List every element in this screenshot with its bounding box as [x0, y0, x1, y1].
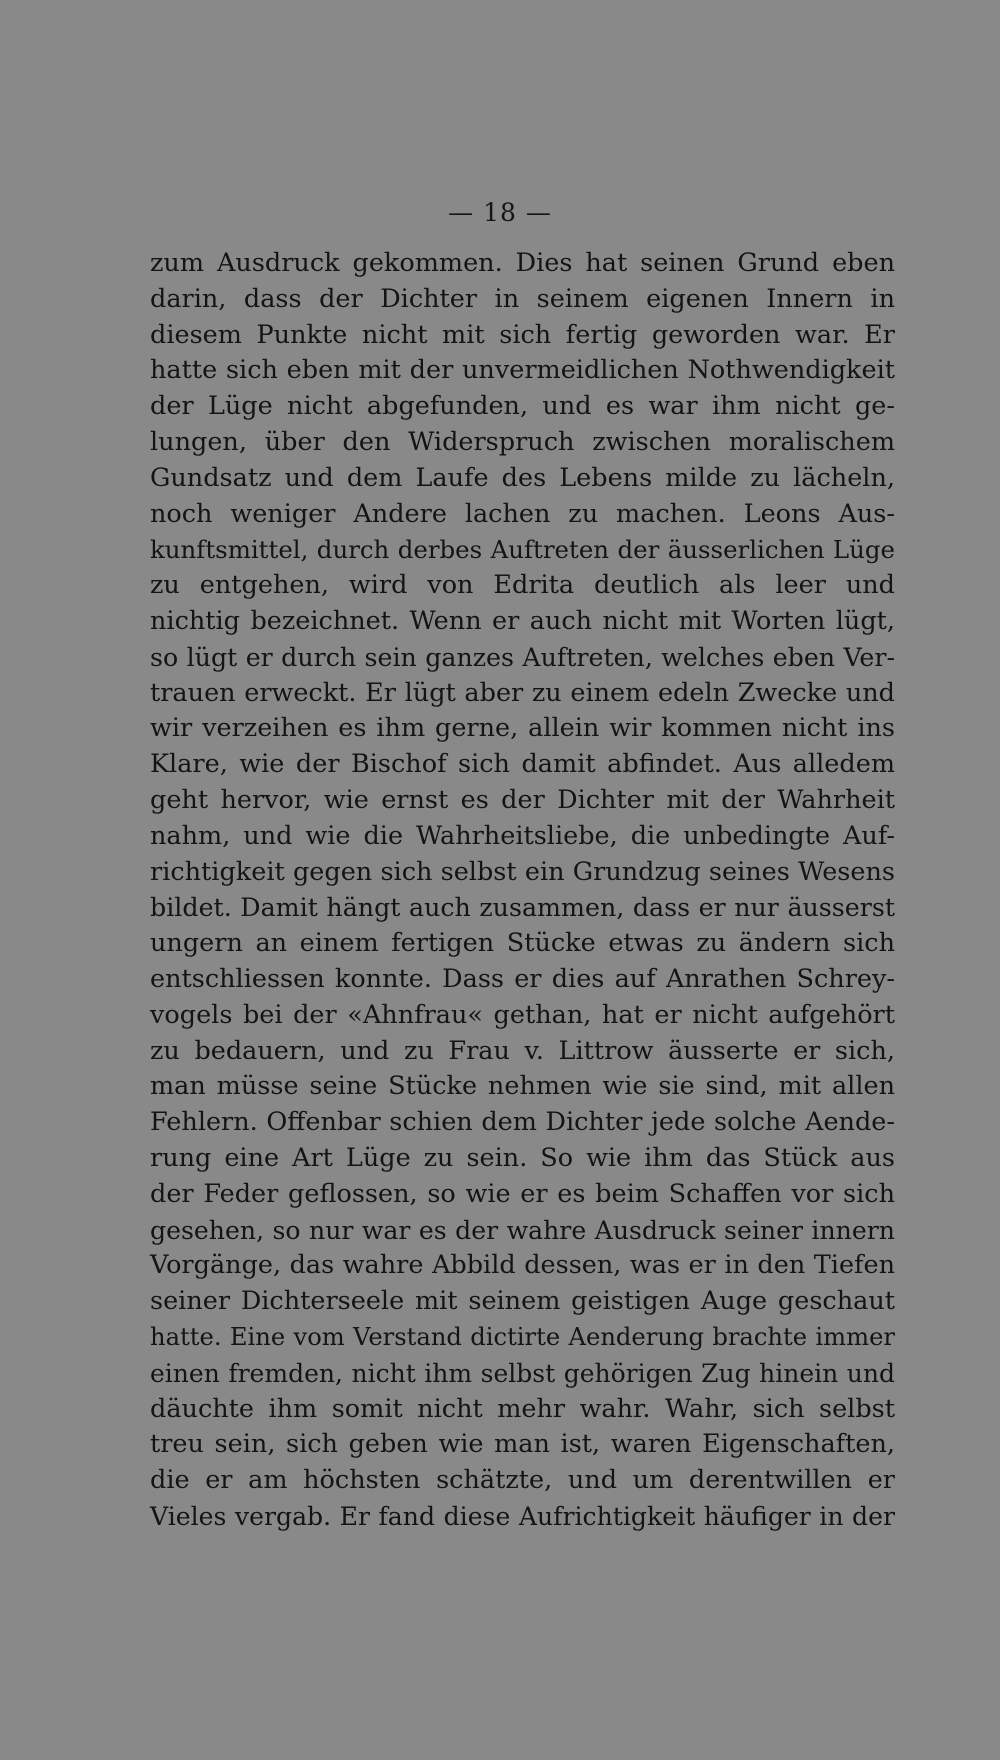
text-line: lungen, über den Widerspruch zwischen moralischem [150, 426, 895, 457]
text-line: seiner Dichterseele mit seinem geistigen Auge geschaut [150, 1286, 895, 1317]
text-line: Vieles vergab. Er fand diese Aufrichtigkeit häufiger in der [150, 1501, 895, 1531]
text-line: Gundsatz und dem Laufe des Lebens milde zu lächeln, [150, 462, 895, 493]
text-line: gesehen, so nur war es der wahre Ausdruck seiner innern [150, 1215, 895, 1245]
text-line: zu entgehen, wird von Edrita deutlich als leer und [150, 570, 895, 601]
body-text [150, 246, 895, 1535]
text-line: nichtig bezeichnet. Wenn er auch nicht mit Worten lügt, [150, 605, 895, 636]
text-line: trauen erweckt. Er lügt aber zu einem edeln Zwecke und [150, 677, 895, 708]
text-line: man müsse seine Stücke nehmen wie sie sind, mit allen [150, 1071, 895, 1102]
text-line: Fehlern. Offenbar schien dem Dichter jede solche Aende- [150, 1107, 895, 1138]
text-line: der Lüge nicht abgefunden, und es war ihm nicht ge- [150, 391, 895, 422]
text-line: der Feder geflossen, so wie er es beim Schaffen vor sich [150, 1178, 895, 1209]
text-line: nahm, und wie die Wahrheitsliebe, die unbedingte Auf- [150, 820, 895, 851]
text-line: zum Ausdruck gekommen. Dies hat seinen Grund eben [150, 248, 895, 278]
text-line: noch weniger Andere lachen zu machen. Leons Aus- [150, 498, 895, 529]
text-line: rung eine Art Lüge zu sein. So wie ihm das Stück aus [150, 1142, 895, 1173]
text-line: richtigkeit gegen sich selbst ein Grundzug seines Wesens [150, 856, 895, 887]
text-line: hatte. Eine vom Verstand dictirte Aenderung brachte immer [150, 1322, 895, 1351]
text-line: Klare, wie der Bischof sich damit abfindet. Aus alledem [150, 749, 895, 780]
text-line: ungern an einem fertigen Stücke etwas zu ändern sich [150, 928, 895, 959]
text-line: die er am höchsten schätzte, und um derentwillen er [150, 1465, 895, 1496]
text-line: treu sein, sich geben wie man ist, waren Eigenschaften, [150, 1429, 895, 1460]
text-line: zu bedauern, und zu Frau v. Littrow äusserte er sich, [150, 1035, 895, 1066]
text-line: so lügt er durch sein ganzes Auftreten, welches eben Ver- [150, 642, 895, 672]
text-line: däuchte ihm somit nicht mehr wahr. Wahr, sich selbst [150, 1393, 895, 1424]
text-line: kunftsmittel, durch derbes Auftreten der äusserlichen Lüge [150, 535, 895, 565]
text-line: wir verzeihen es ihm gerne, allein wir kommen nicht ins [150, 713, 895, 744]
page-number: — 18 — [448, 198, 552, 227]
text-line: geht hervor, wie ernst es der Dichter mit der Wahrheit [150, 784, 895, 815]
text-line: Vorgänge, das wahre Abbild dessen, was er in den Tiefen [150, 1250, 895, 1281]
text-line: hatte sich eben mit der unvermeidlichen Nothwendigkeit [150, 355, 895, 386]
text-line: entschliessen konnte. Dass er dies auf Anrathen Schrey- [150, 963, 895, 994]
text-line: vogels bei der «Ahnfrau« gethan, hat er nicht aufgehört [150, 999, 895, 1030]
text-line: diesem Punkte nicht mit sich fertig geworden war. Er [150, 319, 895, 350]
text-line: einen fremden, nicht ihm selbst gehörigen Zug hinein und [150, 1358, 895, 1388]
text-line: bildet. Damit hängt auch zusammen, dass er nur äusserst [150, 893, 895, 923]
text-line: darin, dass der Dichter in seinem eigenen Innern in [150, 283, 895, 314]
